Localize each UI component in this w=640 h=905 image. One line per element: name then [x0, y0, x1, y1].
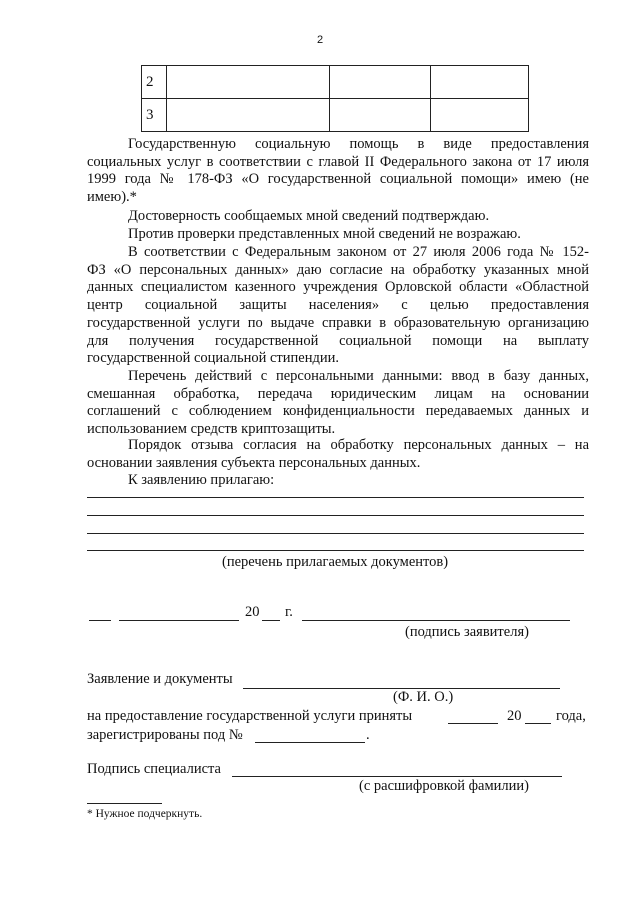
paragraph-line: ФЗ «О персональных данных» даю согласие на обработку указанных мной — [87, 261, 589, 278]
paragraph-line: государственной услуги по выдаче справки в образовательную организацию — [87, 314, 589, 331]
fio-caption: (Ф. И. О.) — [393, 689, 454, 705]
acceptance-label: Заявление и документы — [87, 671, 233, 687]
paragraph-line: Против проверки представленных мной сведений не возражаю. — [128, 225, 521, 242]
actions-list-paragraph — [87, 368, 589, 439]
table-row — [142, 66, 529, 99]
paragraph-line: государственной социальной стипендии. — [87, 350, 339, 367]
documents-list-caption: (перечень прилагаемых документов) — [222, 554, 449, 570]
personal-data-consent-paragraph — [87, 244, 589, 368]
page-number: 2 — [316, 34, 324, 46]
paragraph-line: социальных услуг в соответствии с главой II Федерального закона от 17 июля — [87, 153, 589, 170]
paragraph-line: имею).* — [87, 189, 137, 206]
attachments-heading — [87, 472, 589, 490]
registered-text: зарегистрированы под № — [87, 727, 243, 743]
applicant-signature-line — [302, 620, 570, 621]
social-assistance-paragraph — [87, 136, 589, 207]
specialist-signature-line — [232, 776, 562, 777]
attachment-line — [87, 550, 584, 551]
reliability-statement — [87, 208, 589, 243]
year-prefix: 20 — [245, 604, 260, 620]
paragraph-line: смешанная обработка, передача юридическим лицам на основании — [87, 385, 589, 402]
consent-withdrawal-paragraph — [87, 437, 589, 472]
attachment-line — [87, 497, 584, 498]
table-cell — [431, 66, 529, 99]
paragraph-line: использованием средств криптозащиты. — [87, 421, 336, 438]
applicant-signature-caption: (подпись заявителя) — [405, 624, 529, 640]
attachment-line — [87, 515, 584, 516]
accepted-day-blank — [448, 723, 498, 724]
paragraph-line: Перечень действий с персональными данными: ввод в базу данных, — [128, 368, 589, 384]
accepted-year-blank — [525, 723, 551, 724]
table-row — [142, 99, 529, 132]
paragraph-line: Государственную социальную помощь в виде предоставления — [128, 136, 589, 152]
accepted-year-suffix: года, — [556, 708, 586, 724]
paragraph-line: Порядок отзыва согласия на обработку персональных данных – на — [128, 437, 589, 453]
surname-decoding-caption: (с расшифровкой фамилии) — [359, 778, 529, 794]
accepted-text: на предоставление государственной услуги приняты — [87, 708, 413, 724]
paragraph-line: данных специалистом казенного учреждения Орловской области «Областной — [87, 279, 589, 296]
year-suffix: г. — [285, 604, 293, 620]
day-blank — [89, 620, 111, 621]
applicants-table — [141, 65, 529, 132]
footnote: * Нужное подчеркнуть. — [87, 808, 203, 820]
attachment-line — [87, 533, 584, 534]
paragraph-line: центр социальной защиты населения» с целью предоставления — [87, 297, 589, 314]
row-number: 2 — [142, 66, 167, 99]
footnote-separator — [87, 803, 162, 804]
row-number: 3 — [142, 99, 167, 132]
table-cell — [167, 66, 330, 99]
table-cell — [330, 99, 431, 132]
paragraph-line: соглашений с соблюдением конфиденциальности передаваемых данных и — [87, 403, 589, 420]
table-cell — [431, 99, 529, 132]
year-blank — [262, 620, 280, 621]
month-blank — [119, 620, 239, 621]
paragraph-line: В соответствии с Федеральным законом от 27 июля 2006 года № 152- — [128, 244, 589, 260]
table-cell — [330, 66, 431, 99]
paragraph-line: К заявлению прилагаю: — [128, 472, 275, 488]
paragraph-line: для получения государственной социальной помощи на выплату — [87, 332, 589, 349]
registered-end: . — [366, 727, 370, 743]
specialist-signature-label: Подпись специалиста — [87, 761, 221, 777]
paragraph-line: Достоверность сообщаемых мной сведений подтверждаю. — [128, 208, 490, 224]
accepted-year-prefix: 20 — [507, 708, 522, 724]
paragraph-line: основании заявления субъекта персональных данных. — [87, 454, 421, 471]
registration-number-line — [255, 742, 365, 743]
table-cell — [167, 99, 330, 132]
paragraph-line: 1999 года № 178-ФЗ «О государственной социальной помощи» имею (не — [87, 171, 589, 188]
